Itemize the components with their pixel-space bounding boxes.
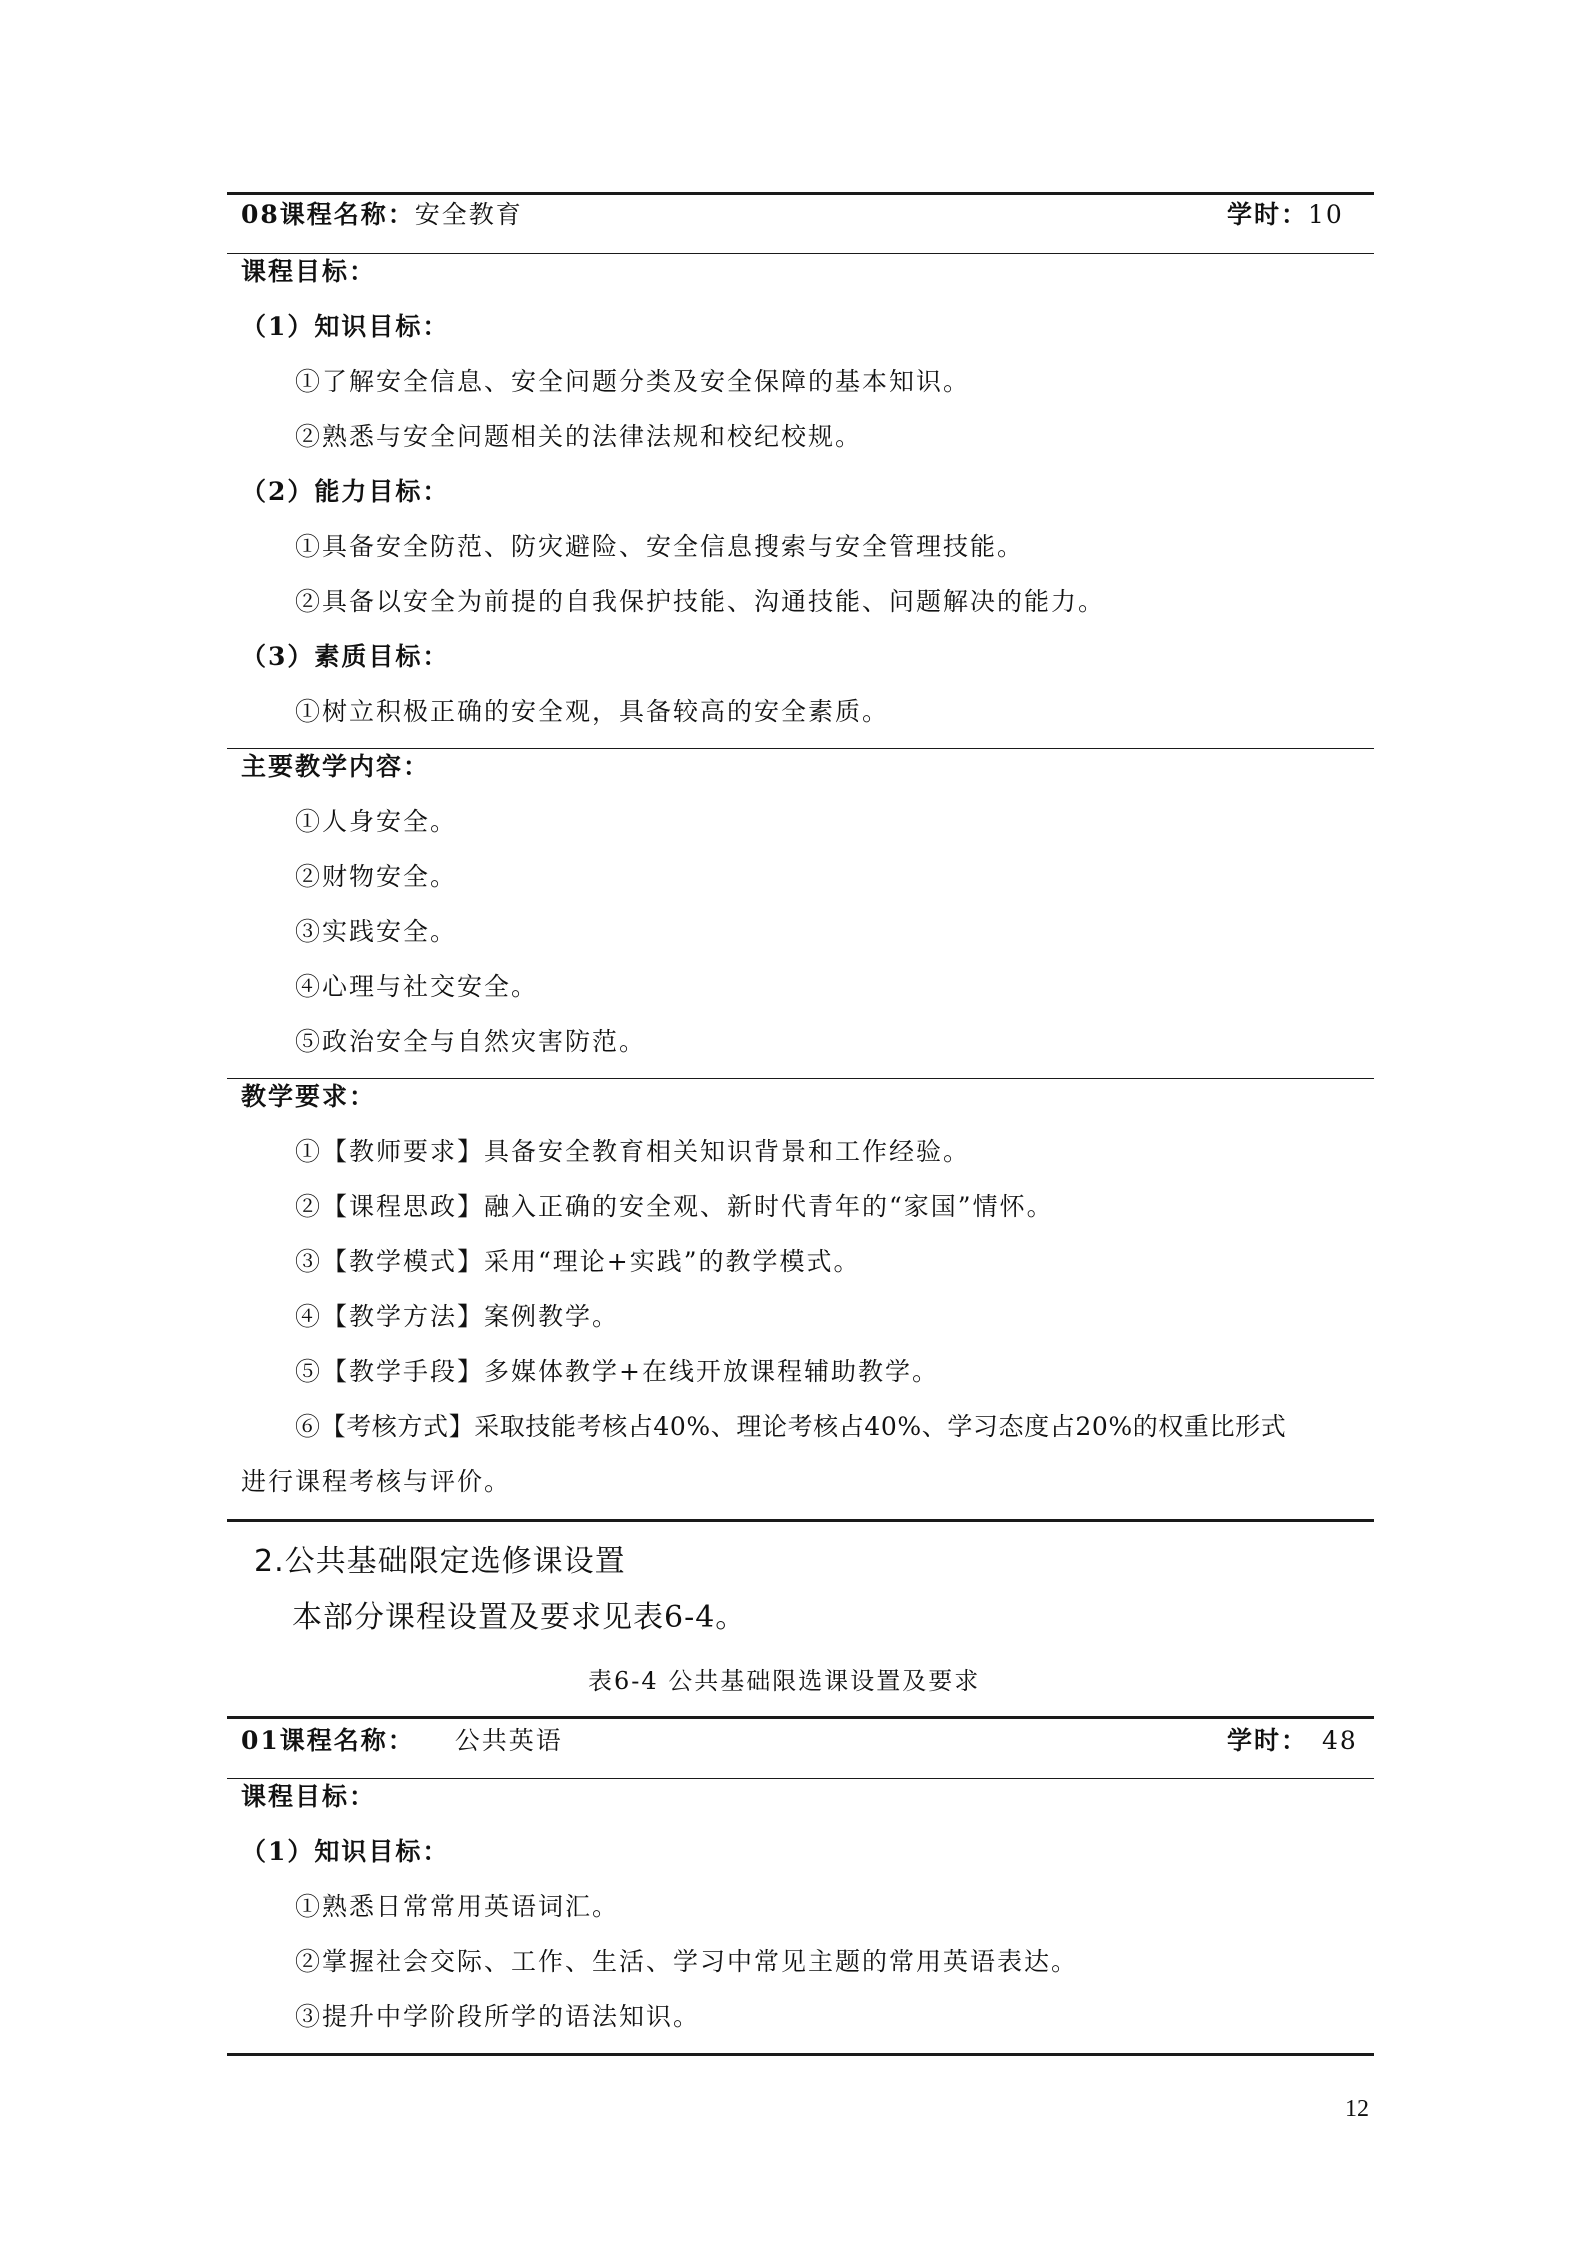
- section-paragraph: 本部分课程设置及要求见表6-4。: [292, 1600, 747, 1635]
- course-header-row: [241, 1724, 563, 1758]
- page-number: 12: [1345, 2096, 1369, 2122]
- knowledge-item: ①了解安全信息、安全问题分类及安全保障的基本知识。: [295, 367, 971, 396]
- content-item: ②财物安全。: [295, 862, 458, 891]
- ability-title: （2）能力目标：: [241, 477, 450, 506]
- quality-title: （3）素质目标：: [241, 642, 450, 671]
- knowledge-item: ③提升中学阶段所学的语法知识。: [295, 2002, 701, 2031]
- knowledge-item: ②掌握社会交际、工作、生活、学习中常见主题的常用英语表达。: [295, 1947, 1079, 1976]
- ability-item: ②具备以安全为前提的自我保护技能、沟通技能、问题解决的能力。: [295, 587, 1106, 616]
- content-divider: [227, 1078, 1374, 1079]
- knowledge-title: （1）知识目标：: [241, 312, 450, 341]
- course-hours: [1227, 1724, 1358, 1758]
- hours-value: 48: [1322, 1726, 1358, 1755]
- content-item: ③实践安全。: [295, 917, 458, 946]
- objectives-divider: [227, 748, 1374, 749]
- hours-label: 学时：: [1227, 1726, 1309, 1755]
- knowledge-item: ②熟悉与安全问题相关的法律法规和校纪校规。: [295, 422, 863, 451]
- header-divider: [227, 253, 1374, 254]
- content-title: 主要教学内容：: [241, 752, 431, 781]
- hours-label: 学时：: [1227, 200, 1309, 229]
- objectives-title: 课程目标：: [241, 257, 377, 286]
- requirement-item: ③【教学模式】采用“理论+实践”的教学模式。: [295, 1247, 861, 1276]
- hours-value: 10: [1308, 200, 1344, 229]
- table-bottom-rule: [227, 2053, 1374, 2056]
- requirement-item: ⑥【考核方式】采取技能考核占40%、理论考核占40%、学习态度占20%的权重比形式: [295, 1412, 1287, 1441]
- course-table-safety-education: [227, 192, 1374, 1522]
- table-caption: 表6-4 公共基础限选课设置及要求: [588, 1667, 981, 1695]
- quality-item: ①树立积极正确的安全观，具备较高的安全素质。: [295, 697, 890, 726]
- header-divider: [227, 1778, 1374, 1779]
- content-item: ①人身安全。: [295, 807, 458, 836]
- requirements-title: 教学要求：: [241, 1082, 377, 1111]
- table-top-rule: [227, 192, 1374, 195]
- requirement-item: ⑤【教学手段】多媒体教学+在线开放课程辅助教学。: [295, 1357, 939, 1386]
- table-bottom-rule: [227, 1519, 1374, 1522]
- knowledge-title: （1）知识目标：: [241, 1837, 450, 1866]
- requirement-item: ②【课程思政】融入正确的安全观、新时代青年的“家国”情怀。: [295, 1192, 1054, 1221]
- content-item: ⑤政治安全与自然灾害防范。: [295, 1027, 647, 1056]
- knowledge-item: ①熟悉日常常用英语词汇。: [295, 1892, 620, 1921]
- course-hours: [1227, 198, 1344, 232]
- course-number-label: 01课程名称：: [241, 1726, 415, 1755]
- ability-item: ①具备安全防范、防灾避险、安全信息搜索与安全管理技能。: [295, 532, 1025, 561]
- course-number-label: 08课程名称：: [241, 200, 415, 229]
- requirement-item: ④【教学方法】案例教学。: [295, 1302, 620, 1331]
- course-name: 安全教育: [414, 200, 523, 229]
- content-item: ④心理与社交安全。: [295, 972, 539, 1001]
- table-top-rule: [227, 1716, 1374, 1719]
- course-table-public-english: [227, 1716, 1374, 2056]
- course-header-row: [241, 198, 523, 232]
- objectives-title: 课程目标：: [241, 1782, 377, 1811]
- section-heading: 2.公共基础限定选修课设置: [254, 1544, 626, 1579]
- requirement-continuation: 进行课程考核与评价。: [241, 1467, 512, 1496]
- requirement-item: ①【教师要求】具备安全教育相关知识背景和工作经验。: [295, 1137, 971, 1166]
- course-name: 公共英语: [454, 1726, 563, 1755]
